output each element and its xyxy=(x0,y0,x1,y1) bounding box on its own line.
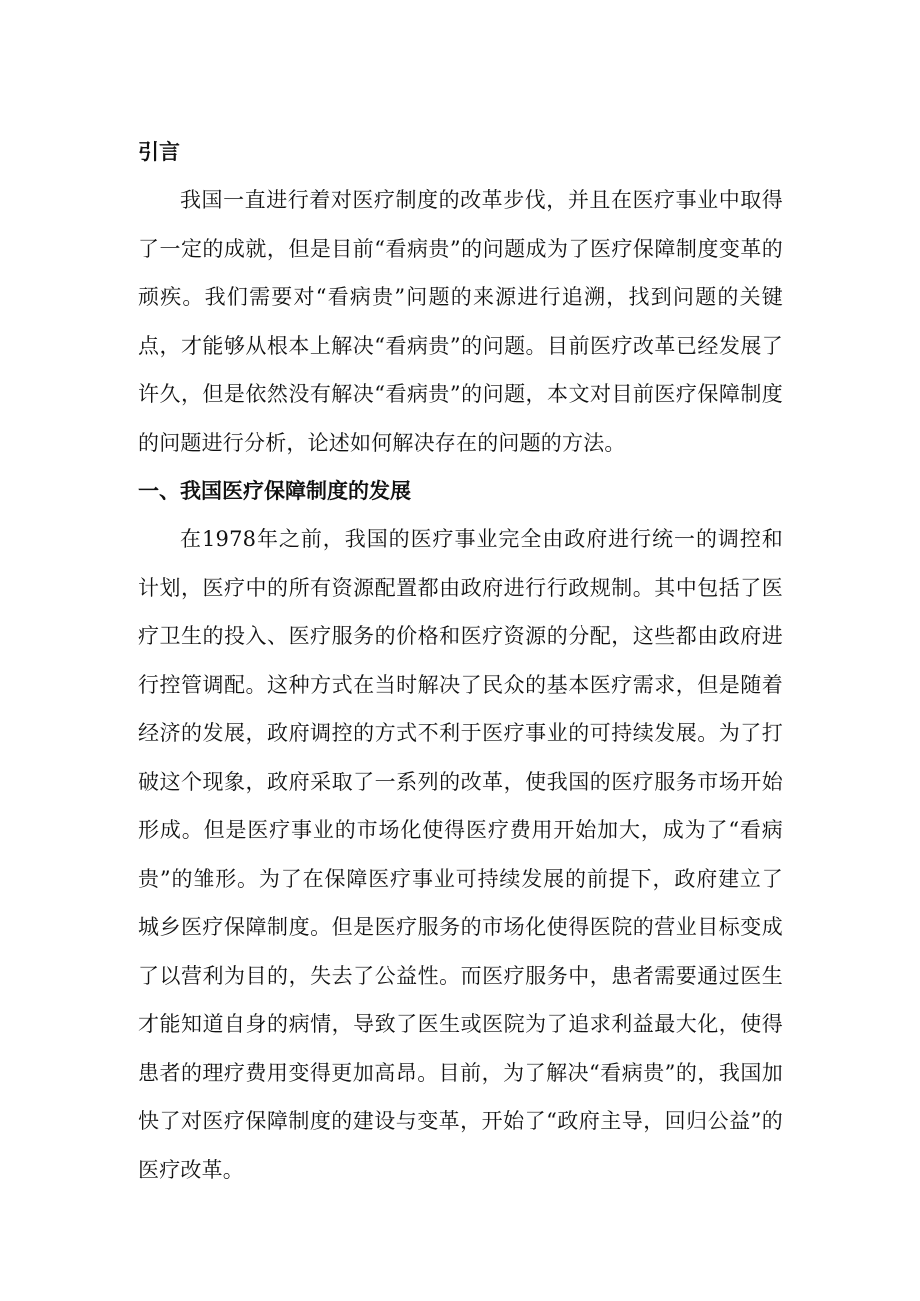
section1-paragraph: 在1978年之前，我国的医疗事业完全由政府进行统一的调控和计划，医疗中的所有资源配置都由政府进行行政规制。其中包括了医疗卫生的投入、医疗服务的价格和医疗资源的分配，这些都由政府进行控管调配。这种方式在当时解决了民众的基本医疗需求，但是随着经济的发展，政府调控的方式不利于医疗事业的可持续发展。为了打破这个现象，政府采取了一系列的改革，使我国的医疗服务市场开始形成。但是医疗事业的市场化使得医疗费用开始加大，成为了“看病贵”的雏形。为了在保障医疗事业可持续发展的前提下，政府建立了城乡医疗保障制度。但是医疗服务的市场化使得医院的营业目标变成了以营利为目的，失去了公益性。而医疗服务中，患者需要通过医生才能知道自身的病情，导致了医生或医院为了追求利益最大化，使得患者的理疗费用变得更加高昂。目前，为了解决“看病贵”的，我国加快了对医疗保障制度的建设与变革，开始了“政府主导，回归公益”的医疗改革。 xyxy=(138,527,783,1182)
intro-paragraph: 我国一直进行着对医疗制度的改革步伐，并且在医疗事业中取得了一定的成就，但是目前“看病贵”的问题成为了医疗保障制度变革的顽疾。我们需要对“看病贵”问题的来源进行追溯，找到问题的关键点，才能够从根本上解决“看病贵”的问题。目前医疗改革已经发展了许久，但是依然没有解决“看病贵”的问题，本文对目前医疗保障制度的问题进行分析，论述如何解决存在的问题的方法。 xyxy=(138,188,783,455)
section1-heading: 一、我国医疗保障制度的发展 xyxy=(138,479,411,503)
intro-heading: 引言 xyxy=(138,140,180,164)
document-body xyxy=(138,128,783,1194)
